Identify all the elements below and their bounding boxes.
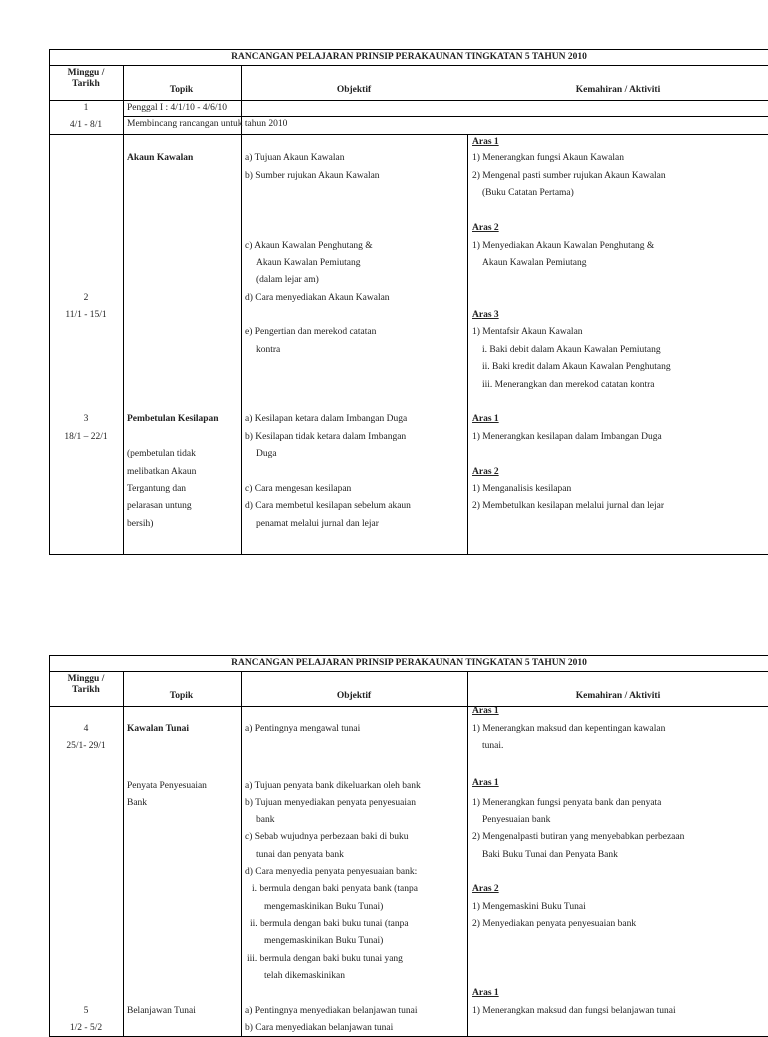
aras-label: Aras 2 [472,223,499,233]
objektif-line: d) Cara membetul kesilapan sebelum akaun [245,501,411,511]
kemahiran-line: tunai. [482,741,504,751]
header-topik: Topik [169,691,194,701]
kemahiran-line: 1) Menerangkan maksud dan fungsi belanjawan tunai [472,1006,676,1016]
kemahiran-line: iii. Menerangkan dan merekod catatan kontra [482,380,655,390]
kemahiran-line: ii. Baki kredit dalam Akaun Kawalan Penghutang [482,362,671,372]
row-divider [123,134,768,135]
lesson-plan-table-2 [49,655,768,1037]
kemahiran-line: 2) Mengenalpasti butiran yang menyebabkan perbezaan [472,832,685,842]
objektif-line: mengemaskinikan Buku Tunai) [264,936,384,946]
objektif-line: a) Kesilapan ketara dalam Imbangan Duga [245,414,408,424]
objektif-line: d) Cara menyediakan Akaun Kawalan [245,293,390,303]
kemahiran-line: (Buku Catatan Pertama) [482,188,574,198]
topik-note-line: bersih) [127,519,154,529]
topik-line: Penyata Penyesuaian [127,781,207,791]
topik-akaun-kawalan: Akaun Kawalan [127,153,194,163]
objektif-line: a) Tujuan penyata bank dikeluarkan oleh bank [245,781,421,791]
col-divider [123,66,124,554]
aras-label: Aras 2 [472,467,499,477]
objektif-line: b) Tujuan menyediakan penyata penyesuaian [245,798,416,808]
topik-kawalan-tunai: Kawalan Tunai [127,724,190,734]
objektif-line: c) Cara mengesan kesilapan [245,484,352,494]
week-5-date: 1/2 - 5/2 [69,1023,103,1033]
header-objektif: Objektif [336,85,372,95]
objektif-line: Akaun Kawalan Pemiutang [256,258,361,268]
header-kemahiran: Kemahiran / Aktiviti [575,691,661,701]
kemahiran-line: 1) Menerangkan fungsi Akaun Kawalan [472,153,624,163]
week-4-num: 4 [83,724,89,734]
aras-label: Aras 2 [472,884,499,894]
aras-label: Aras 1 [472,778,499,788]
kemahiran-line: 2) Menyediakan penyata penyesuaian bank [472,919,637,929]
kemahiran-line: 1) Mentafsir Akaun Kawalan [472,327,583,337]
header-objektif: Objektif [336,691,372,701]
header-minggu: Minggu / Tarikh [67,674,105,695]
kemahiran-line: Penyesuaian bank [482,815,551,825]
header-row [50,66,768,101]
kemahiran-line: 1) Menerangkan maksud dan kepentingan kawalan [472,724,666,734]
objektif-line: telah dikemaskinikan [264,971,345,981]
header-topik: Topik [169,85,194,95]
topik-note-line: (pembetulan tidak [127,449,196,459]
topik-pembetulan: Pembetulan Kesilapan [127,414,219,424]
objektif-line: a) Tujuan Akaun Kawalan [245,153,345,163]
objektif-line: b) Cara menyediakan belanjawan tunai [245,1023,394,1033]
lesson-plan-table-1 [49,49,768,555]
objektif-line: i. bermula dengan baki penyata bank (tanpa [252,884,418,894]
objektif-line: ii. bermula dengan baki buku tunai (tanpa [250,919,409,929]
col-divider [467,134,468,554]
aras-label: Aras 1 [472,414,499,424]
row-divider [50,134,123,135]
aras-label: Aras 1 [472,988,499,998]
objektif-line: kontra [256,345,281,355]
header-minggu: Minggu / Tarikh [67,68,105,89]
col-divider [123,672,124,1036]
table-title: RANCANGAN PELAJARAN PRINSIP PERAKAUNAN TINGKATAN 5 TAHUN 2010 [50,50,768,66]
objektif-line: tunai dan penyata bank [256,850,344,860]
kemahiran-line: 1) Menerangkan fungsi penyata bank dan penyata [472,798,662,808]
objektif-line: c) Akaun Kawalan Penghutang & [245,241,373,251]
week-1-num: 1 [83,103,89,113]
topik-note-line: pelarasan untung [127,501,192,511]
objektif-line: d) Cara menyedia penyata penyesuaian bank: [245,867,418,877]
week-2-num: 2 [83,293,89,303]
kemahiran-line: 1) Menerangkan kesilapan dalam Imbangan Duga [472,432,662,442]
aras-label: Aras 3 [472,310,499,320]
objektif-line: penamat melalui jurnal dan lejar [256,519,379,529]
objektif-line: b) Kesilapan tidak ketara dalam Imbangan [245,432,407,442]
objektif-line: Duga [256,449,277,459]
week-5-num: 5 [83,1006,89,1016]
objektif-line: bank [256,815,275,825]
objektif-line: c) Sebab wujudnya perbezaan baki di buku [245,832,409,842]
kemahiran-line: 2) Mengenal pasti sumber rujukan Akaun Kawalan [472,171,666,181]
penggal-text: Penggal I : 4/1/10 - 4/6/10 [127,103,228,113]
aras-label: Aras 1 [472,706,499,716]
week-1-date: 4/1 - 8/1 [69,120,103,130]
col-divider [241,66,242,554]
col-divider [241,672,242,1036]
objektif-line: (dalam lejar am) [256,275,319,285]
aras-label: Aras 1 [472,137,499,147]
kemahiran-line: 1) Mengemaskini Buku Tunai [472,902,586,912]
week-3-num: 3 [83,414,89,424]
header-kemahiran: Kemahiran / Aktiviti [575,85,661,95]
topik-note-line: Tergantung dan [127,484,187,494]
week-2-date: 11/1 - 15/1 [65,310,107,320]
week-4-date: 25/1- 29/1 [66,741,106,751]
kemahiran-line: i. Baki debit dalam Akaun Kawalan Pemiutang [482,345,661,355]
objektif-line: iii. bermula dengan baki buku tunai yang [247,954,403,964]
kemahiran-line: 1) Menyediakan Akaun Kawalan Penghutang & [472,241,655,251]
kemahiran-line: 2) Membetulkan kesilapan melalui jurnal dan lejar [472,501,665,511]
kemahiran-line: Akaun Kawalan Pemiutang [482,258,587,268]
objektif-line: b) Sumber rujukan Akaun Kawalan [245,171,380,181]
kemahiran-line: Baki Buku Tunai dan Penyata Bank [482,850,618,860]
topik-line: Bank [127,798,148,808]
membincang-text: Membincang rancangan untuk tahun 2010 [127,119,288,129]
table-title: RANCANGAN PELAJARAN PRINSIP PERAKAUNAN TINGKATAN 5 TAHUN 2010 [50,656,768,672]
col-divider [467,672,468,1036]
objektif-line: a) Pentingnya menyediakan belanjawan tunai [245,1006,418,1016]
topik-belanjawan: Belanjawan Tunai [127,1006,196,1016]
kemahiran-line: 1) Menganalisis kesilapan [472,484,572,494]
topik-note-line: melibatkan Akaun [127,467,197,477]
objektif-line: e) Pengertian dan merekod catatan [245,327,377,337]
objektif-line: mengemaskinikan Buku Tunai) [264,902,384,912]
header-row [50,672,768,707]
row-divider [123,116,768,117]
week-3-date: 18/1 – 22/1 [64,432,108,442]
objektif-line: a) Pentingnya mengawal tunai [245,724,361,734]
